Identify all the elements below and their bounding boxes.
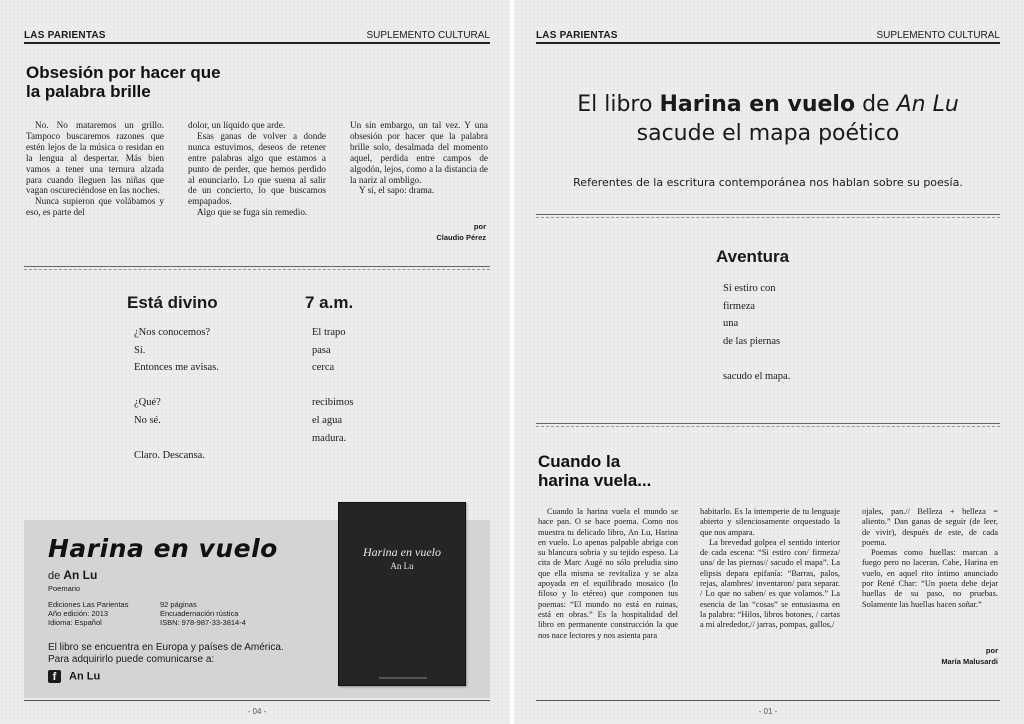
ad-contact: Para adquirirlo puede comunicarse a: bbox=[48, 654, 215, 665]
header-section: SUPLEMENTO CULTURAL bbox=[366, 30, 490, 41]
ad-author-line: de An Lu bbox=[48, 568, 98, 582]
ad-availability: El libro se encuentra en Europa y países de América. bbox=[48, 642, 284, 653]
poem-7am: El trapo pasa cerca recibimos el agua madura. bbox=[312, 327, 354, 444]
right-header bbox=[536, 25, 1000, 41]
left-article-col-2: dolor, un líquido que arde. Esas ganas de volver a donde nunca estuvimos, deseos de retener entre palabras algo que estamos a punto de perder, que hemos perdido al enunciarlo. Lo que suena al salir de un concierto, lo que buscamos empapados. Algo que se fuga sin remedio. bbox=[188, 120, 326, 218]
cover-publisher-mark bbox=[379, 677, 427, 679]
headline-deck: Referentes de la escritura contemporánea nos hablan sobre su poesía. bbox=[573, 176, 963, 189]
left-header-rule bbox=[24, 42, 490, 44]
right-section-divider-2 bbox=[536, 423, 1000, 427]
ad-details-right: 92 páginas Encuadernación rústica ISBN: 978-987-33-3814-4 bbox=[160, 600, 246, 627]
poem-title-esta-divino: Está divino bbox=[127, 293, 218, 312]
right-article-title: Cuando la harina vuela... bbox=[538, 452, 652, 490]
right-header-rule bbox=[536, 42, 1000, 44]
cover-title: Harina en vuelo bbox=[363, 545, 441, 559]
poem-aventura: Si estiro con firmeza una de las piernas sacudo el mapa. bbox=[723, 283, 791, 382]
ad-details-left: Ediciones Las Parientas Año edición: 2013 Idioma: Español bbox=[48, 600, 129, 627]
left-byline: por Claudio Pérez bbox=[436, 222, 486, 242]
left-page-number: - 04 - bbox=[247, 707, 267, 716]
ad-facebook-link[interactable]: f An Lu bbox=[48, 670, 100, 683]
right-article-col-3: ojales, pan.// Belleza + belleza = aliento.” Dan ganas de seguir (de leer, de vivir), después de este, de cada poema. Poemas como huellas: marcan a fuego pero no laceran. Cabe, Harina en vuelo, en aquel rito íntimo anunciado por René Char: “Un poeta debe dejar huellas de su paso, no pruebas. Solamente las huellas hacen soñar.” bbox=[862, 507, 998, 609]
header-publication: LAS PARIENTAS bbox=[536, 30, 618, 41]
right-article-col-2: habitarlo. Es la intemperie de tu lenguaje abierto y silenciosamente orquestado la que nos ampara. La brevedad golpea el sentido interior de cada escena: “Si estiro con/ firmeza/ una/ de las piernas// sacudo el mapa”. La elipsis depara epifanía: “Barras, palos, rejas, alambres/ inventaron/ para separar. / Lo que no saben/ es que volamos.” La esencia de las “cosas” se entusiasma en la palabra: “Hilos, libros botones, / cartas a mi alrededor,// jarras, pompas, gallos,/ bbox=[700, 507, 840, 630]
poem-title-aventura: Aventura bbox=[716, 247, 790, 266]
right-page-number: - 01 - bbox=[758, 707, 778, 716]
facebook-icon: f bbox=[48, 670, 61, 683]
header-section: SUPLEMENTO CULTURAL bbox=[876, 30, 1000, 41]
poem-title-7am: 7 a.m. bbox=[305, 293, 354, 312]
ad-genre: Poemario bbox=[48, 584, 81, 593]
right-footer-rule bbox=[536, 700, 1000, 701]
left-header bbox=[24, 25, 490, 41]
left-article-col-1: No. No mataremos un grillo. Tampoco buscaremos razones que estén lejos de la música o residan en la lengua al despertar. Más bien vamos a tener una ternura alzada para cuando lleguen las niñas que vagan oscureciéndose en las noches. Nunca supieron que volábamos y eso, es parte del bbox=[26, 120, 164, 218]
right-byline: por María Malusardi bbox=[941, 646, 998, 666]
poem-esta-divino: ¿Nos conocemos? Sí. Entonces me avisas. ¿Qué? No sé. Claro. Descansa. bbox=[134, 327, 219, 462]
left-article-col-3: Un sin embargo, un tal vez. Y una obsesión por hacer que la palabra brille solo, desalmada del momento aquel, perdida entre campos de algodón, lejos, como a la distancia de la nariz al ombligo. Y sí, el sapo: drama. bbox=[350, 120, 488, 196]
cover-author: An Lu bbox=[390, 561, 414, 571]
book-cover bbox=[338, 502, 466, 686]
main-headline: El libro Harina en vuelo de An Lu sacude el mapa poético bbox=[577, 92, 959, 146]
right-article-col-1: Cuando la harina vuela el mundo se hace pan. O se hace poema. Como nos muestra tu delicado libro, An Lu, Harina en vuelo. Lo apenas palpable abriga con su blancura sobria y su tejido espeso. La cita de Marc Augé no sólo preludia sino que ella misma se revitaliza y se alza apoyada en el equilibrado mosaico (lo filoso y lo etéreo) que componen tus poemas: “El mundo no está en ruinas, está en obras.” Es la hospitalidad del libro en permanente construcción la que nos nace lectores y nos asienta para bbox=[538, 507, 678, 640]
left-article-title: Obsesión por hacer que la palabra brille bbox=[26, 63, 221, 101]
header-publication: LAS PARIENTAS bbox=[24, 30, 106, 41]
ad-book-title: Harina en vuelo bbox=[48, 534, 278, 563]
right-section-divider-1 bbox=[536, 214, 1000, 218]
left-footer-rule bbox=[24, 700, 490, 701]
left-section-divider bbox=[24, 266, 490, 270]
